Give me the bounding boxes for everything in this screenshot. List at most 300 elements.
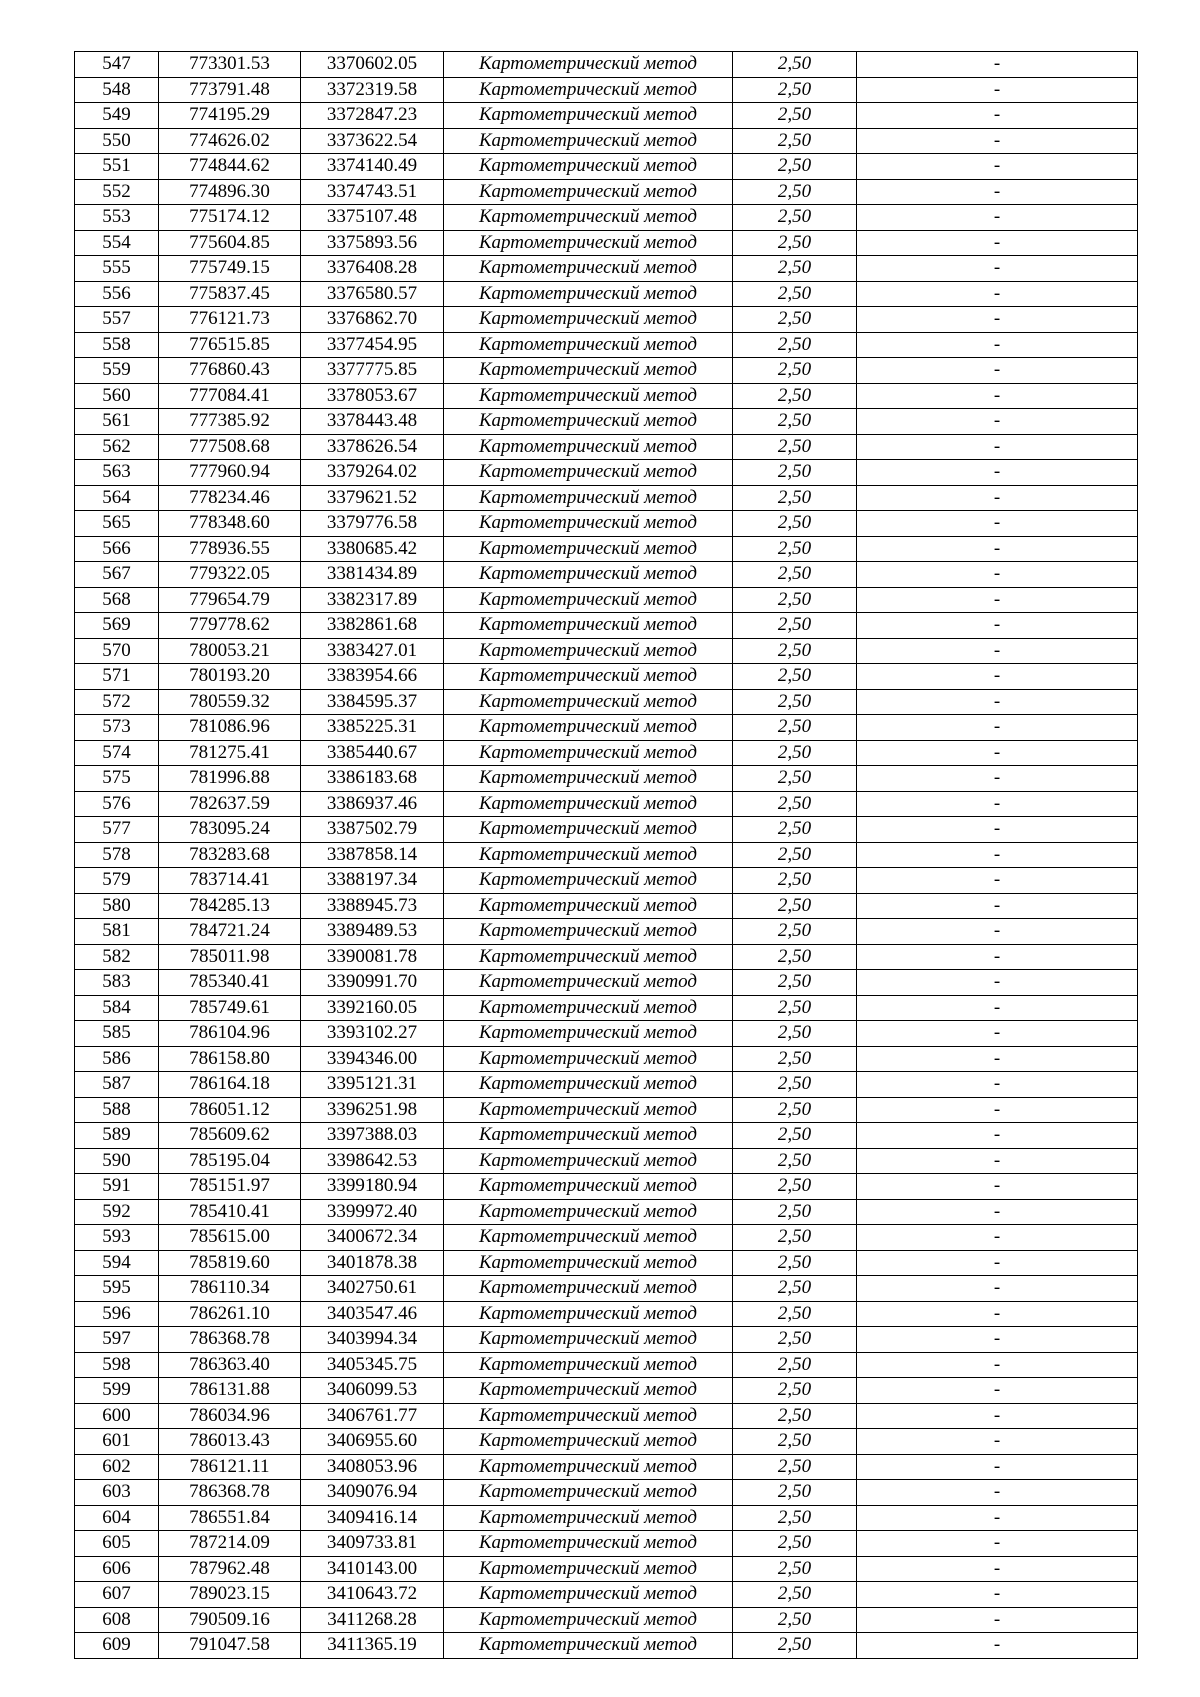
y-coordinate-cell: 3411268.28 xyxy=(301,1607,444,1633)
table-row xyxy=(75,1633,1138,1659)
method-cell: Картометрический метод xyxy=(444,638,733,664)
y-coordinate-cell: 3388945.73 xyxy=(301,893,444,919)
precision-cell: 2,50 xyxy=(733,536,857,562)
point-number-cell: 560 xyxy=(75,383,159,409)
method-cell: Картометрический метод xyxy=(444,179,733,205)
method-cell: Картометрический метод xyxy=(444,1021,733,1047)
point-number-cell: 555 xyxy=(75,256,159,282)
precision-cell: 2,50 xyxy=(733,1556,857,1582)
description-cell: - xyxy=(857,128,1138,154)
point-number-cell: 579 xyxy=(75,868,159,894)
x-coordinate-cell: 786051.12 xyxy=(159,1097,301,1123)
x-coordinate-cell: 778348.60 xyxy=(159,511,301,537)
method-cell: Картометрический метод xyxy=(444,1378,733,1404)
x-coordinate-cell: 780193.20 xyxy=(159,664,301,690)
point-number-cell: 571 xyxy=(75,664,159,690)
method-cell: Картометрический метод xyxy=(444,1148,733,1174)
x-coordinate-cell: 774626.02 xyxy=(159,128,301,154)
description-cell: - xyxy=(857,77,1138,103)
table-row xyxy=(75,256,1138,282)
precision-cell: 2,50 xyxy=(733,256,857,282)
description-cell: - xyxy=(857,817,1138,843)
x-coordinate-cell: 777508.68 xyxy=(159,434,301,460)
x-coordinate-cell: 785340.41 xyxy=(159,970,301,996)
x-coordinate-cell: 777960.94 xyxy=(159,460,301,486)
y-coordinate-cell: 3375107.48 xyxy=(301,205,444,231)
description-cell: - xyxy=(857,1225,1138,1251)
table-row xyxy=(75,77,1138,103)
point-number-cell: 583 xyxy=(75,970,159,996)
table-row xyxy=(75,1454,1138,1480)
y-coordinate-cell: 3401878.38 xyxy=(301,1250,444,1276)
table-row xyxy=(75,383,1138,409)
y-coordinate-cell: 3399972.40 xyxy=(301,1199,444,1225)
table-row xyxy=(75,1505,1138,1531)
y-coordinate-cell: 3374140.49 xyxy=(301,154,444,180)
point-number-cell: 574 xyxy=(75,740,159,766)
x-coordinate-cell: 780559.32 xyxy=(159,689,301,715)
description-cell: - xyxy=(857,638,1138,664)
y-coordinate-cell: 3410143.00 xyxy=(301,1556,444,1582)
table-row xyxy=(75,893,1138,919)
description-cell: - xyxy=(857,154,1138,180)
y-coordinate-cell: 3382317.89 xyxy=(301,587,444,613)
table-row xyxy=(75,52,1138,78)
y-coordinate-cell: 3383427.01 xyxy=(301,638,444,664)
point-number-cell: 603 xyxy=(75,1480,159,1506)
point-number-cell: 587 xyxy=(75,1072,159,1098)
description-cell: - xyxy=(857,842,1138,868)
precision-cell: 2,50 xyxy=(733,893,857,919)
point-number-cell: 573 xyxy=(75,715,159,741)
x-coordinate-cell: 784285.13 xyxy=(159,893,301,919)
description-cell: - xyxy=(857,1072,1138,1098)
y-coordinate-cell: 3389489.53 xyxy=(301,919,444,945)
description-cell: - xyxy=(857,511,1138,537)
y-coordinate-cell: 3379621.52 xyxy=(301,485,444,511)
x-coordinate-cell: 786368.78 xyxy=(159,1327,301,1353)
precision-cell: 2,50 xyxy=(733,358,857,384)
point-number-cell: 575 xyxy=(75,766,159,792)
point-number-cell: 605 xyxy=(75,1531,159,1557)
x-coordinate-cell: 785609.62 xyxy=(159,1123,301,1149)
x-coordinate-cell: 777385.92 xyxy=(159,409,301,435)
y-coordinate-cell: 3378053.67 xyxy=(301,383,444,409)
x-coordinate-cell: 774844.62 xyxy=(159,154,301,180)
point-number-cell: 568 xyxy=(75,587,159,613)
table-row xyxy=(75,307,1138,333)
description-cell: - xyxy=(857,1454,1138,1480)
method-cell: Картометрический метод xyxy=(444,281,733,307)
y-coordinate-cell: 3403547.46 xyxy=(301,1301,444,1327)
y-coordinate-cell: 3380685.42 xyxy=(301,536,444,562)
description-cell: - xyxy=(857,1199,1138,1225)
description-cell: - xyxy=(857,919,1138,945)
method-cell: Картометрический метод xyxy=(444,766,733,792)
point-number-cell: 566 xyxy=(75,536,159,562)
point-number-cell: 553 xyxy=(75,205,159,231)
x-coordinate-cell: 779322.05 xyxy=(159,562,301,588)
method-cell: Картометрический метод xyxy=(444,970,733,996)
table-row xyxy=(75,358,1138,384)
precision-cell: 2,50 xyxy=(733,995,857,1021)
y-coordinate-cell: 3370602.05 xyxy=(301,52,444,78)
method-cell: Картометрический метод xyxy=(444,1480,733,1506)
method-cell: Картометрический метод xyxy=(444,307,733,333)
y-coordinate-cell: 3377454.95 xyxy=(301,332,444,358)
description-cell: - xyxy=(857,664,1138,690)
precision-cell: 2,50 xyxy=(733,409,857,435)
point-number-cell: 550 xyxy=(75,128,159,154)
point-number-cell: 609 xyxy=(75,1633,159,1659)
x-coordinate-cell: 791047.58 xyxy=(159,1633,301,1659)
description-cell: - xyxy=(857,1582,1138,1608)
y-coordinate-cell: 3383954.66 xyxy=(301,664,444,690)
point-number-cell: 596 xyxy=(75,1301,159,1327)
precision-cell: 2,50 xyxy=(733,230,857,256)
y-coordinate-cell: 3390991.70 xyxy=(301,970,444,996)
table-row xyxy=(75,1480,1138,1506)
y-coordinate-cell: 3381434.89 xyxy=(301,562,444,588)
precision-cell: 2,50 xyxy=(733,1301,857,1327)
description-cell: - xyxy=(857,485,1138,511)
description-cell: - xyxy=(857,587,1138,613)
point-number-cell: 559 xyxy=(75,358,159,384)
x-coordinate-cell: 785410.41 xyxy=(159,1199,301,1225)
precision-cell: 2,50 xyxy=(733,919,857,945)
point-number-cell: 586 xyxy=(75,1046,159,1072)
precision-cell: 2,50 xyxy=(733,1505,857,1531)
x-coordinate-cell: 786363.40 xyxy=(159,1352,301,1378)
point-number-cell: 547 xyxy=(75,52,159,78)
method-cell: Картометрический метод xyxy=(444,128,733,154)
point-number-cell: 598 xyxy=(75,1352,159,1378)
method-cell: Картометрический метод xyxy=(444,1225,733,1251)
point-number-cell: 599 xyxy=(75,1378,159,1404)
table-row xyxy=(75,562,1138,588)
method-cell: Картометрический метод xyxy=(444,103,733,129)
precision-cell: 2,50 xyxy=(733,1046,857,1072)
y-coordinate-cell: 3376580.57 xyxy=(301,281,444,307)
y-coordinate-cell: 3392160.05 xyxy=(301,995,444,1021)
description-cell: - xyxy=(857,1480,1138,1506)
x-coordinate-cell: 780053.21 xyxy=(159,638,301,664)
x-coordinate-cell: 783283.68 xyxy=(159,842,301,868)
table-row xyxy=(75,1607,1138,1633)
point-number-cell: 582 xyxy=(75,944,159,970)
precision-cell: 2,50 xyxy=(733,1582,857,1608)
y-coordinate-cell: 3372847.23 xyxy=(301,103,444,129)
y-coordinate-cell: 3386183.68 xyxy=(301,766,444,792)
y-coordinate-cell: 3373622.54 xyxy=(301,128,444,154)
point-number-cell: 608 xyxy=(75,1607,159,1633)
x-coordinate-cell: 783714.41 xyxy=(159,868,301,894)
y-coordinate-cell: 3406955.60 xyxy=(301,1429,444,1455)
precision-cell: 2,50 xyxy=(733,1403,857,1429)
table-row xyxy=(75,868,1138,894)
method-cell: Картометрический метод xyxy=(444,587,733,613)
table-row xyxy=(75,1531,1138,1557)
x-coordinate-cell: 776515.85 xyxy=(159,332,301,358)
method-cell: Картометрический метод xyxy=(444,536,733,562)
precision-cell: 2,50 xyxy=(733,1097,857,1123)
point-number-cell: 588 xyxy=(75,1097,159,1123)
precision-cell: 2,50 xyxy=(733,1531,857,1557)
y-coordinate-cell: 3394346.00 xyxy=(301,1046,444,1072)
point-number-cell: 577 xyxy=(75,817,159,843)
precision-cell: 2,50 xyxy=(733,562,857,588)
method-cell: Картометрический метод xyxy=(444,842,733,868)
description-cell: - xyxy=(857,970,1138,996)
precision-cell: 2,50 xyxy=(733,1123,857,1149)
point-number-cell: 570 xyxy=(75,638,159,664)
precision-cell: 2,50 xyxy=(733,128,857,154)
description-cell: - xyxy=(857,1327,1138,1353)
method-cell: Картометрический метод xyxy=(444,77,733,103)
table-row xyxy=(75,1429,1138,1455)
point-number-cell: 551 xyxy=(75,154,159,180)
table-row xyxy=(75,1250,1138,1276)
precision-cell: 2,50 xyxy=(733,307,857,333)
description-cell: - xyxy=(857,1021,1138,1047)
method-cell: Картометрический метод xyxy=(444,893,733,919)
precision-cell: 2,50 xyxy=(733,970,857,996)
method-cell: Картометрический метод xyxy=(444,383,733,409)
y-coordinate-cell: 3376862.70 xyxy=(301,307,444,333)
x-coordinate-cell: 783095.24 xyxy=(159,817,301,843)
description-cell: - xyxy=(857,1174,1138,1200)
method-cell: Картометрический метод xyxy=(444,358,733,384)
method-cell: Картометрический метод xyxy=(444,1250,733,1276)
point-number-cell: 602 xyxy=(75,1454,159,1480)
x-coordinate-cell: 785615.00 xyxy=(159,1225,301,1251)
method-cell: Картометрический метод xyxy=(444,715,733,741)
table-row xyxy=(75,1327,1138,1353)
method-cell: Картометрический метод xyxy=(444,230,733,256)
description-cell: - xyxy=(857,1250,1138,1276)
x-coordinate-cell: 774896.30 xyxy=(159,179,301,205)
table-row xyxy=(75,944,1138,970)
y-coordinate-cell: 3374743.51 xyxy=(301,179,444,205)
precision-cell: 2,50 xyxy=(733,868,857,894)
y-coordinate-cell: 3399180.94 xyxy=(301,1174,444,1200)
method-cell: Картометрический метод xyxy=(444,1199,733,1225)
x-coordinate-cell: 786104.96 xyxy=(159,1021,301,1047)
description-cell: - xyxy=(857,791,1138,817)
x-coordinate-cell: 775749.15 xyxy=(159,256,301,282)
method-cell: Картометрический метод xyxy=(444,817,733,843)
table-row xyxy=(75,995,1138,1021)
description-cell: - xyxy=(857,1633,1138,1659)
point-number-cell: 607 xyxy=(75,1582,159,1608)
y-coordinate-cell: 3409076.94 xyxy=(301,1480,444,1506)
precision-cell: 2,50 xyxy=(733,205,857,231)
x-coordinate-cell: 785151.97 xyxy=(159,1174,301,1200)
x-coordinate-cell: 782637.59 xyxy=(159,791,301,817)
description-cell: - xyxy=(857,52,1138,78)
x-coordinate-cell: 787962.48 xyxy=(159,1556,301,1582)
description-cell: - xyxy=(857,613,1138,639)
x-coordinate-cell: 786121.11 xyxy=(159,1454,301,1480)
description-cell: - xyxy=(857,103,1138,129)
y-coordinate-cell: 3385440.67 xyxy=(301,740,444,766)
table-row xyxy=(75,715,1138,741)
table-row xyxy=(75,817,1138,843)
description-cell: - xyxy=(857,740,1138,766)
y-coordinate-cell: 3402750.61 xyxy=(301,1276,444,1302)
table-row xyxy=(75,689,1138,715)
point-number-cell: 554 xyxy=(75,230,159,256)
description-cell: - xyxy=(857,256,1138,282)
point-number-cell: 580 xyxy=(75,893,159,919)
description-cell: - xyxy=(857,332,1138,358)
x-coordinate-cell: 773791.48 xyxy=(159,77,301,103)
table-row xyxy=(75,1352,1138,1378)
method-cell: Картометрический метод xyxy=(444,1633,733,1659)
table-row xyxy=(75,1225,1138,1251)
y-coordinate-cell: 3405345.75 xyxy=(301,1352,444,1378)
point-number-cell: 578 xyxy=(75,842,159,868)
point-number-cell: 557 xyxy=(75,307,159,333)
table-row xyxy=(75,1199,1138,1225)
precision-cell: 2,50 xyxy=(733,1174,857,1200)
y-coordinate-cell: 3375893.56 xyxy=(301,230,444,256)
y-coordinate-cell: 3378626.54 xyxy=(301,434,444,460)
description-cell: - xyxy=(857,1276,1138,1302)
table-row xyxy=(75,485,1138,511)
x-coordinate-cell: 779654.79 xyxy=(159,587,301,613)
method-cell: Картометрический метод xyxy=(444,995,733,1021)
x-coordinate-cell: 786261.10 xyxy=(159,1301,301,1327)
x-coordinate-cell: 779778.62 xyxy=(159,613,301,639)
table-row xyxy=(75,842,1138,868)
table-row xyxy=(75,1378,1138,1404)
description-cell: - xyxy=(857,383,1138,409)
table-row xyxy=(75,1403,1138,1429)
x-coordinate-cell: 784721.24 xyxy=(159,919,301,945)
x-coordinate-cell: 786034.96 xyxy=(159,1403,301,1429)
table-row xyxy=(75,281,1138,307)
y-coordinate-cell: 3377775.85 xyxy=(301,358,444,384)
method-cell: Картометрический метод xyxy=(444,562,733,588)
point-number-cell: 584 xyxy=(75,995,159,1021)
description-cell: - xyxy=(857,281,1138,307)
table-row xyxy=(75,740,1138,766)
table-row xyxy=(75,1097,1138,1123)
table-row xyxy=(75,409,1138,435)
description-cell: - xyxy=(857,715,1138,741)
point-number-cell: 592 xyxy=(75,1199,159,1225)
y-coordinate-cell: 3376408.28 xyxy=(301,256,444,282)
method-cell: Картометрический метод xyxy=(444,460,733,486)
table-row xyxy=(75,179,1138,205)
method-cell: Картометрический метод xyxy=(444,919,733,945)
x-coordinate-cell: 785195.04 xyxy=(159,1148,301,1174)
description-cell: - xyxy=(857,1097,1138,1123)
x-coordinate-cell: 789023.15 xyxy=(159,1582,301,1608)
precision-cell: 2,50 xyxy=(733,1021,857,1047)
y-coordinate-cell: 3393102.27 xyxy=(301,1021,444,1047)
description-cell: - xyxy=(857,1378,1138,1404)
y-coordinate-cell: 3398642.53 xyxy=(301,1148,444,1174)
point-number-cell: 562 xyxy=(75,434,159,460)
point-number-cell: 561 xyxy=(75,409,159,435)
precision-cell: 2,50 xyxy=(733,1352,857,1378)
table-row xyxy=(75,536,1138,562)
table-row xyxy=(75,230,1138,256)
precision-cell: 2,50 xyxy=(733,1148,857,1174)
precision-cell: 2,50 xyxy=(733,842,857,868)
point-number-cell: 595 xyxy=(75,1276,159,1302)
x-coordinate-cell: 781275.41 xyxy=(159,740,301,766)
point-number-cell: 597 xyxy=(75,1327,159,1353)
point-number-cell: 604 xyxy=(75,1505,159,1531)
precision-cell: 2,50 xyxy=(733,1276,857,1302)
method-cell: Картометрический метод xyxy=(444,1454,733,1480)
x-coordinate-cell: 778936.55 xyxy=(159,536,301,562)
table-row xyxy=(75,460,1138,486)
x-coordinate-cell: 776860.43 xyxy=(159,358,301,384)
y-coordinate-cell: 3386937.46 xyxy=(301,791,444,817)
point-number-cell: 601 xyxy=(75,1429,159,1455)
y-coordinate-cell: 3409733.81 xyxy=(301,1531,444,1557)
point-number-cell: 572 xyxy=(75,689,159,715)
precision-cell: 2,50 xyxy=(733,332,857,358)
point-number-cell: 594 xyxy=(75,1250,159,1276)
x-coordinate-cell: 785749.61 xyxy=(159,995,301,1021)
precision-cell: 2,50 xyxy=(733,715,857,741)
x-coordinate-cell: 786551.84 xyxy=(159,1505,301,1531)
precision-cell: 2,50 xyxy=(733,460,857,486)
description-cell: - xyxy=(857,868,1138,894)
precision-cell: 2,50 xyxy=(733,1378,857,1404)
point-number-cell: 569 xyxy=(75,613,159,639)
point-number-cell: 606 xyxy=(75,1556,159,1582)
point-number-cell: 567 xyxy=(75,562,159,588)
method-cell: Картометрический метод xyxy=(444,1505,733,1531)
description-cell: - xyxy=(857,460,1138,486)
description-cell: - xyxy=(857,1123,1138,1149)
method-cell: Картометрический метод xyxy=(444,434,733,460)
precision-cell: 2,50 xyxy=(733,817,857,843)
x-coordinate-cell: 778234.46 xyxy=(159,485,301,511)
precision-cell: 2,50 xyxy=(733,740,857,766)
table-row xyxy=(75,970,1138,996)
precision-cell: 2,50 xyxy=(733,638,857,664)
y-coordinate-cell: 3403994.34 xyxy=(301,1327,444,1353)
description-cell: - xyxy=(857,1352,1138,1378)
coordinates-table-body xyxy=(75,52,1138,1659)
y-coordinate-cell: 3388197.34 xyxy=(301,868,444,894)
point-number-cell: 590 xyxy=(75,1148,159,1174)
table-row xyxy=(75,128,1138,154)
description-cell: - xyxy=(857,893,1138,919)
description-cell: - xyxy=(857,358,1138,384)
method-cell: Картометрический метод xyxy=(444,1046,733,1072)
description-cell: - xyxy=(857,1429,1138,1455)
table-row xyxy=(75,613,1138,639)
precision-cell: 2,50 xyxy=(733,179,857,205)
x-coordinate-cell: 777084.41 xyxy=(159,383,301,409)
precision-cell: 2,50 xyxy=(733,1607,857,1633)
y-coordinate-cell: 3397388.03 xyxy=(301,1123,444,1149)
y-coordinate-cell: 3387502.79 xyxy=(301,817,444,843)
description-cell: - xyxy=(857,766,1138,792)
precision-cell: 2,50 xyxy=(733,434,857,460)
x-coordinate-cell: 785011.98 xyxy=(159,944,301,970)
precision-cell: 2,50 xyxy=(733,944,857,970)
precision-cell: 2,50 xyxy=(733,766,857,792)
